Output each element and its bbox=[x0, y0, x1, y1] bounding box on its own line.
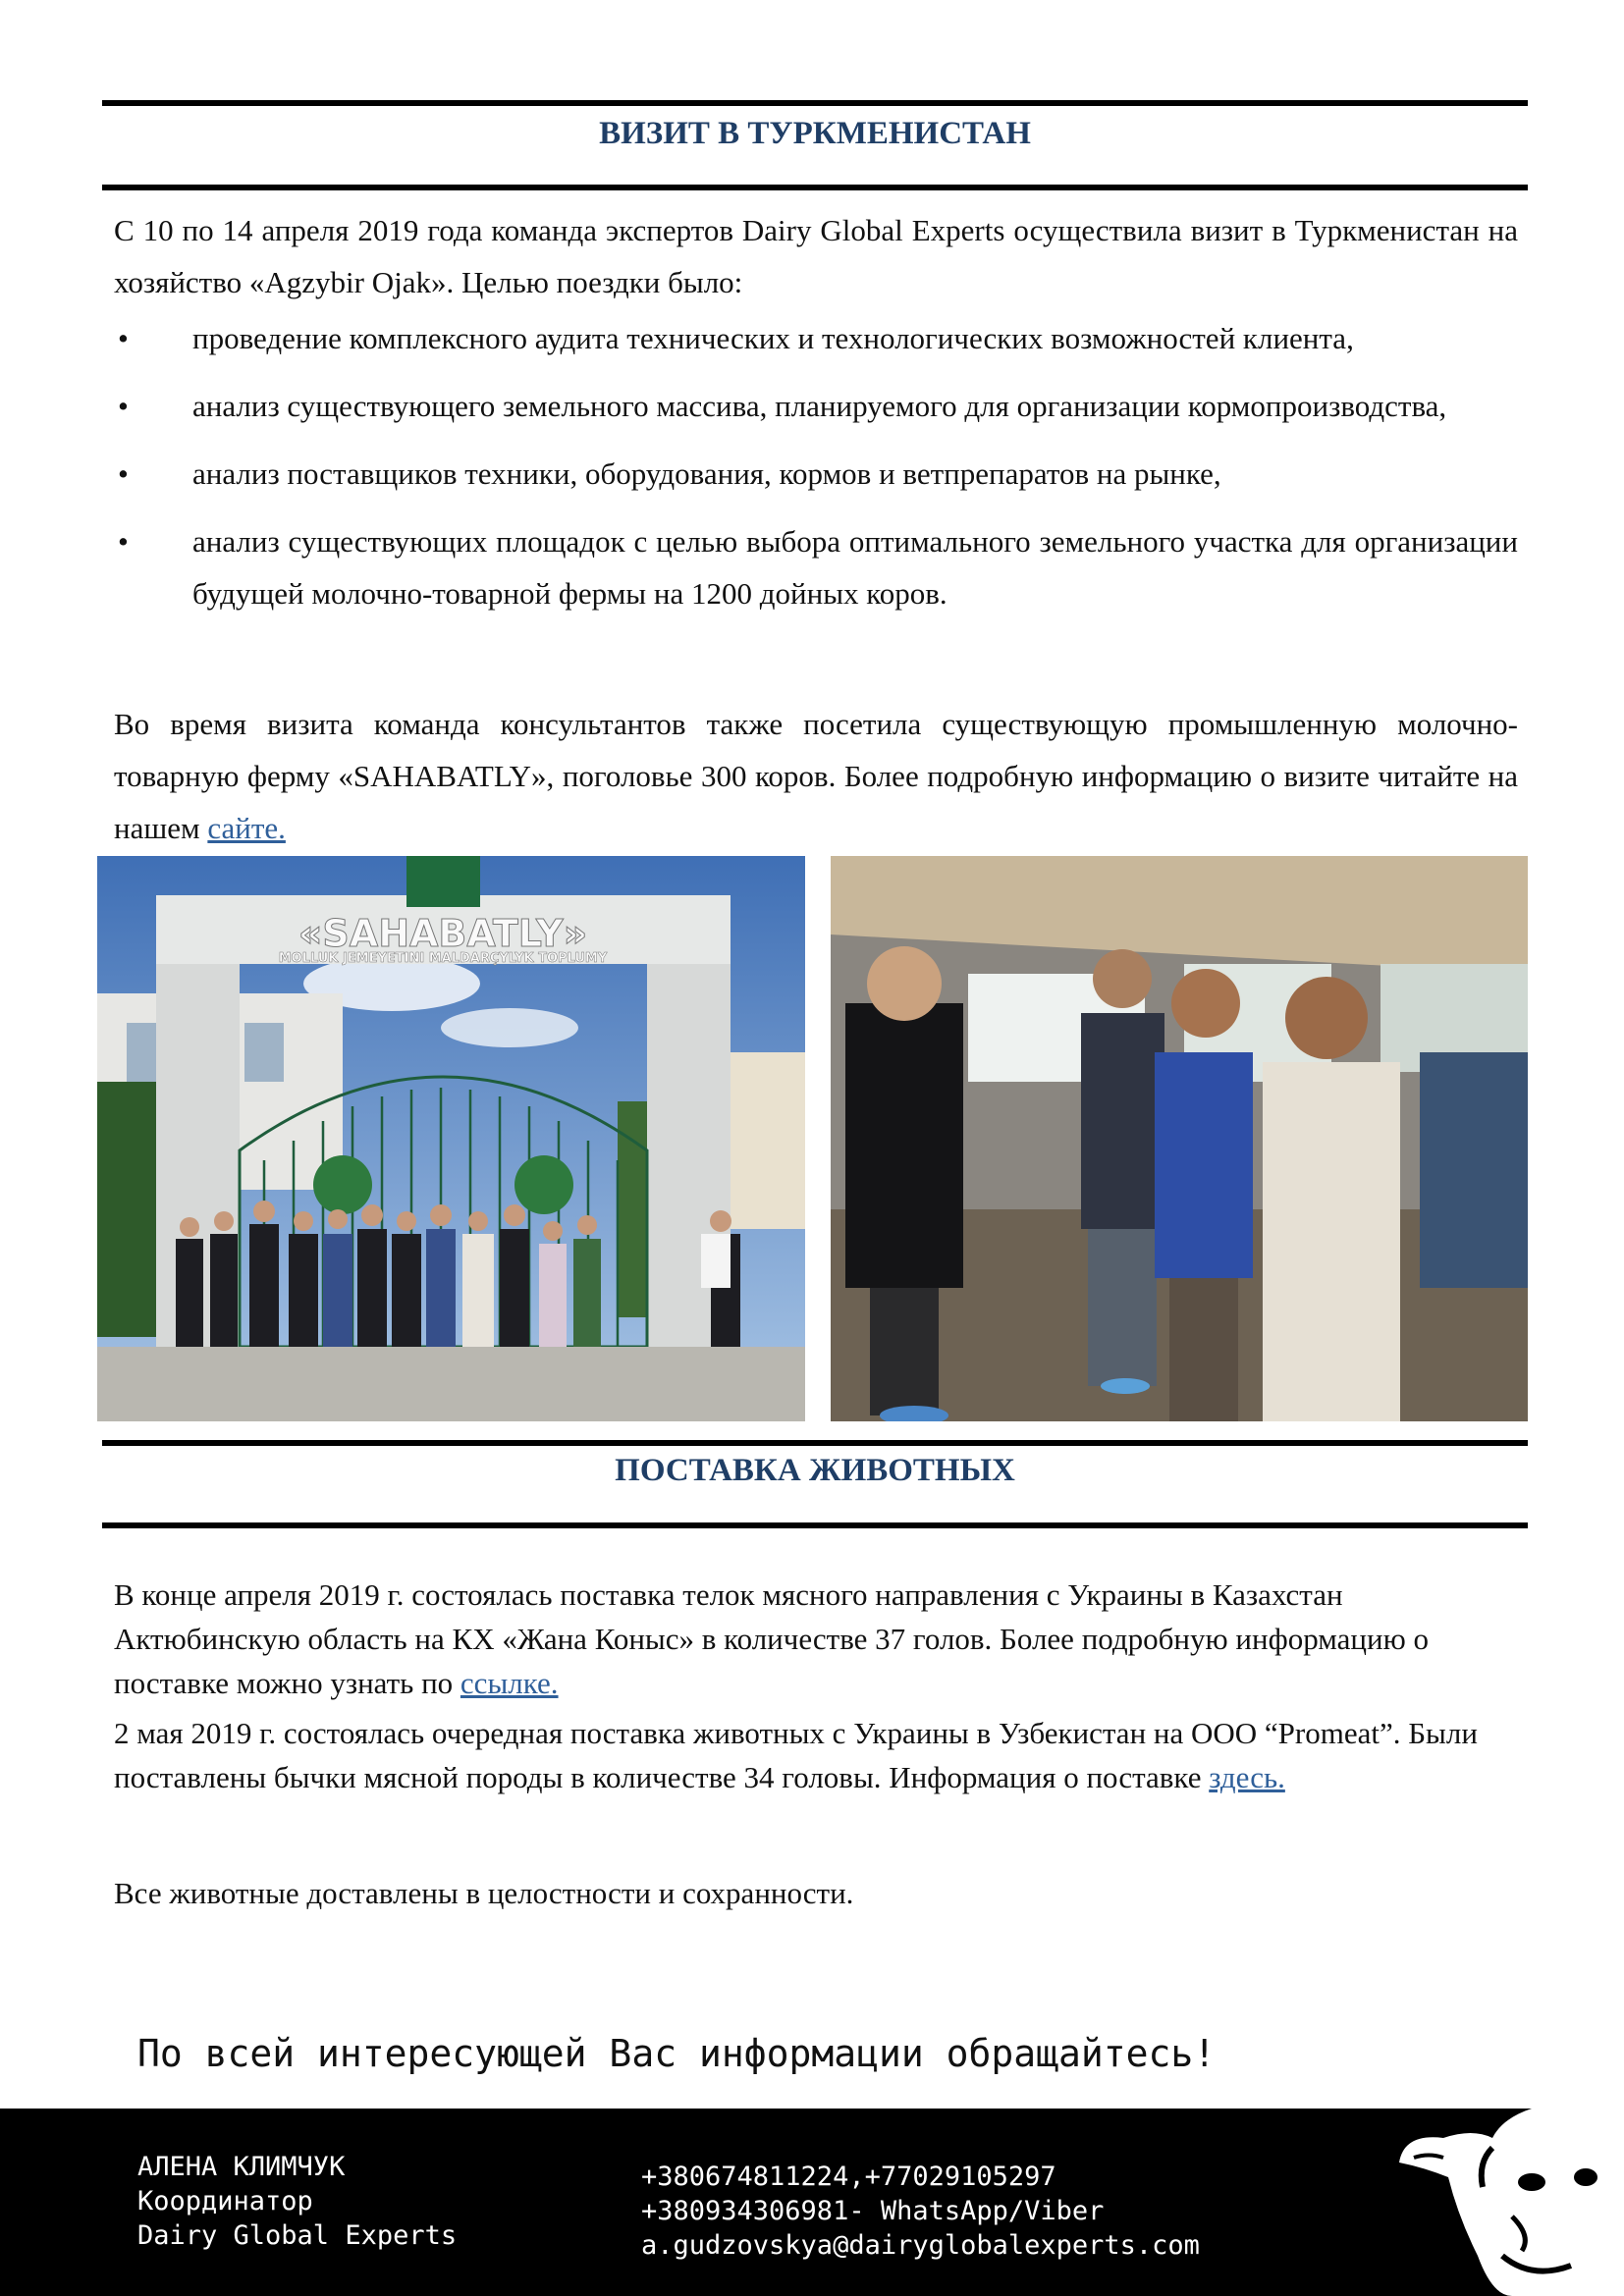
delivery-summary: Все животные доставлены в целостности и сохранности. bbox=[114, 1876, 854, 1910]
contact-whatsapp[interactable]: +380934306981- WhatsApp/Viber bbox=[641, 2196, 1105, 2226]
contact-details bbox=[641, 2160, 1200, 2263]
barn-photo-illustration bbox=[831, 856, 1528, 1421]
contact-name: АЛЕНА КЛИМЧУК bbox=[137, 2152, 346, 2182]
delivery-paragraph-kazakhstan: В конце апреля 2019 г. состоялась поставка телок мясного направления с Украины в Казахстан Актюбинскую область на КХ «Жана Коныс» в количестве 37 голов. Более подробную информацию о поставке можно узнать по ссылке. bbox=[114, 1577, 1429, 1700]
photo-sahabatly-gate bbox=[97, 856, 805, 1421]
gate-photo-illustration bbox=[97, 856, 805, 1421]
list-item: • анализ существующих площадок с целью выбора оптимального земельного участка для организации будущей молочно-товарной фермы на 1200 дойных коров. bbox=[114, 515, 1518, 619]
bullet-icon: • bbox=[118, 389, 129, 423]
section-title-animals: ПОСТАВКА ЖИВОТНЫХ bbox=[615, 1453, 1015, 1488]
contact-company: Dairy Global Experts bbox=[137, 2220, 458, 2251]
list-item: • проведение комплексного аудита технических и технологических возможностей клиента, bbox=[114, 312, 1518, 364]
section-divider-top bbox=[102, 100, 1528, 106]
visit-paragraph: Во время визита команда консультантов также посетила существующую промышленную молочно-товарную ферму «SAHABATLY», поголовье 300 коров. Более подробную информацию о визите читайте на нашем сайте. bbox=[114, 707, 1518, 845]
gate-sign-text: «SAHABATLY» bbox=[298, 912, 588, 955]
website-link[interactable]: сайте. bbox=[207, 811, 286, 845]
list-item: • анализ существующего земельного массива, планируемого для организации кормопроизводства, bbox=[114, 380, 1518, 432]
footer bbox=[0, 2109, 1624, 2296]
gate-subsign-text: MOLLUK JEMEYETINI MALDARÇYLYK TOPLUMY bbox=[278, 951, 608, 966]
list-item: • анализ поставщиков техники, оборудования, кормов и ветпрепаратов на рынке, bbox=[114, 448, 1518, 500]
section-divider-bottom bbox=[102, 1522, 1528, 1528]
delivery-link-uzbekistan[interactable]: здесь. bbox=[1209, 1760, 1285, 1794]
contact-headline: По всей интересующей Вас информации обращайтесь! bbox=[137, 2032, 1217, 2075]
section-divider-top bbox=[102, 1440, 1528, 1446]
delivery-paragraph-uzbekistan: 2 мая 2019 г. состоялась очередная поставка животных с Украины в Узбекистан на ООО “Promeat”. Были поставлены бычки мясной породы в количестве 34 головы. Информация о поставке здесь. bbox=[114, 1716, 1478, 1794]
bullet-icon: • bbox=[118, 321, 129, 355]
photo-farm-visit bbox=[831, 856, 1528, 1421]
goals-list bbox=[114, 312, 1518, 635]
section-divider-bottom bbox=[102, 185, 1528, 190]
contact-role: Координатор bbox=[137, 2186, 313, 2216]
cow-logo-icon bbox=[1384, 2109, 1624, 2296]
delivery-link-kazakhstan[interactable]: ссылке. bbox=[460, 1666, 559, 1700]
contact-person bbox=[137, 2150, 457, 2253]
bullet-icon: • bbox=[118, 524, 129, 559]
section-title-turkmenistan: ВИЗИТ В ТУРКМЕНИСТАН bbox=[599, 116, 1031, 151]
contact-phones[interactable]: +380674811224,+77029105297 bbox=[641, 2162, 1056, 2192]
bullet-icon: • bbox=[118, 456, 129, 491]
contact-email[interactable]: a.gudzovskya@dairyglobalexperts.com bbox=[641, 2230, 1200, 2261]
intro-paragraph: С 10 по 14 апреля 2019 года команда экспертов Dairy Global Experts осуществила визит в Туркменистан на хозяйство «Agzybir Ojak». Целью поездки было: bbox=[114, 213, 1518, 299]
